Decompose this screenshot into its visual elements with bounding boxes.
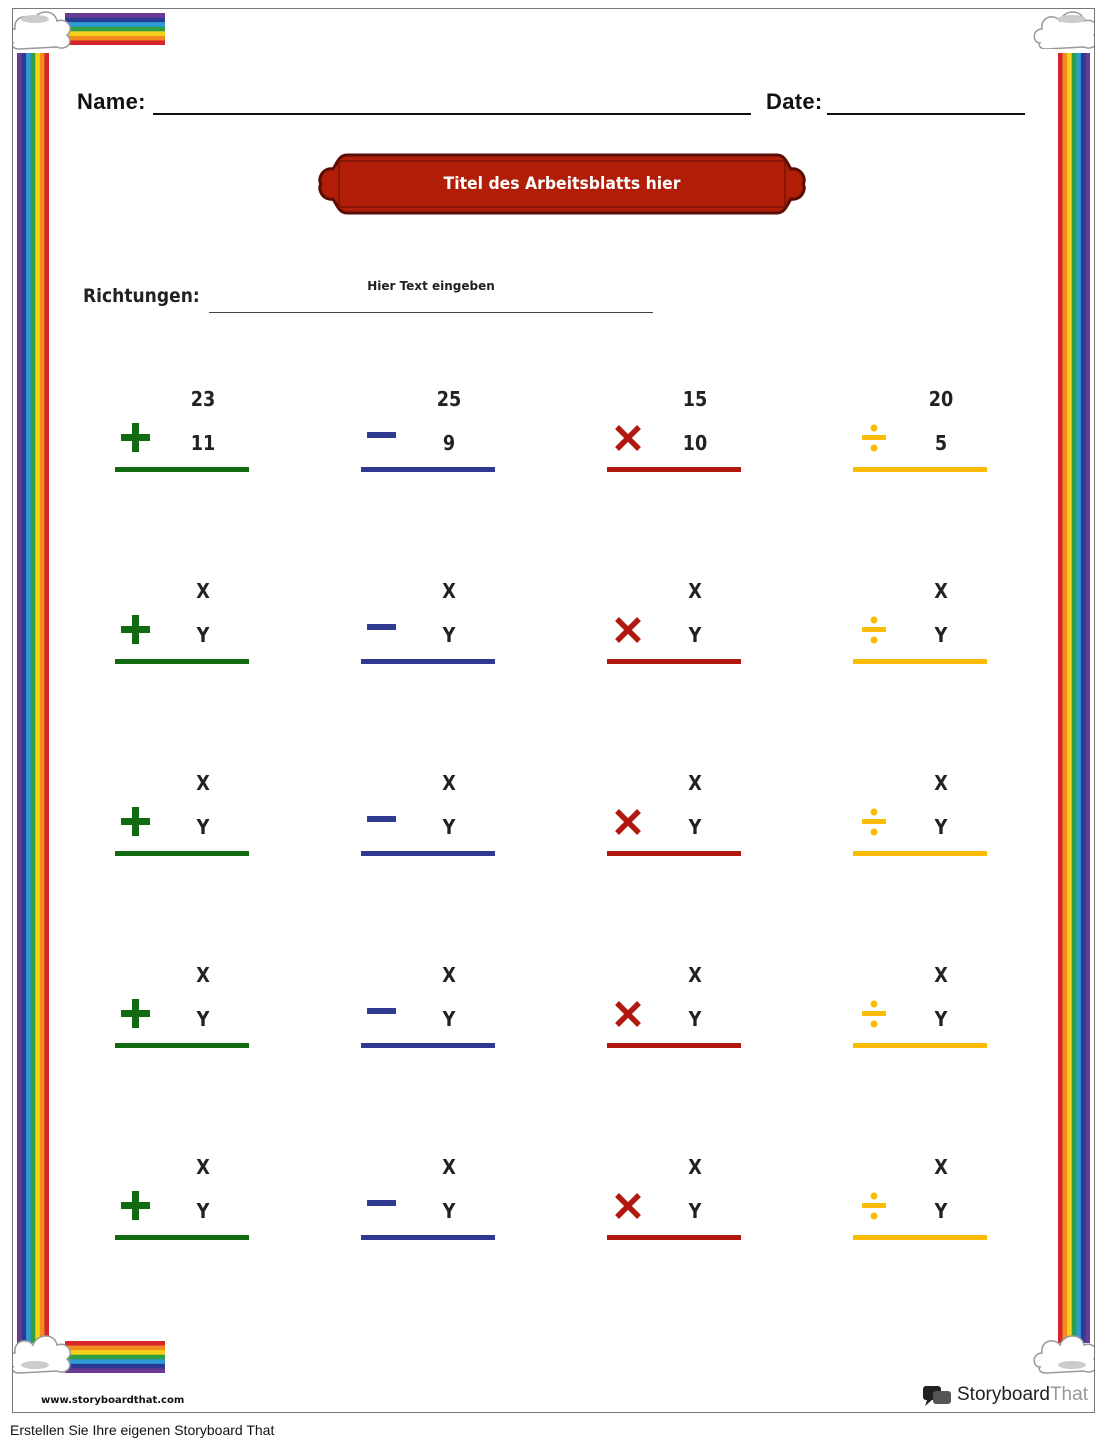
rainbow-stripe [35,53,40,1343]
rainbow-stripe [65,40,165,45]
bottom-number[interactable]: 11 [190,431,216,455]
top-number[interactable]: 15 [682,387,708,411]
divide-icon [857,805,891,839]
bottom-number[interactable]: Y [442,623,456,647]
answer-line[interactable] [853,1043,987,1048]
divide-icon [857,421,891,455]
answer-line[interactable] [607,467,741,472]
times-icon [611,421,645,455]
answer-line[interactable] [361,851,495,856]
answer-line[interactable] [361,1235,495,1240]
rainbow-stripe [40,53,45,1343]
top-number[interactable]: X [934,1155,948,1179]
math-problem [115,1155,255,1255]
times-icon [611,997,645,1031]
answer-line[interactable] [853,467,987,472]
worksheet-title[interactable]: Titel des Arbeitsblatts hier [443,174,681,194]
times-icon [611,613,645,647]
bottom-number[interactable]: Y [442,815,456,839]
rainbow-border-left [17,53,49,1343]
top-number[interactable]: X [442,1155,456,1179]
rainbow-stripe [22,53,27,1343]
bottom-number[interactable]: Y [442,1199,456,1223]
rainbow-stripe [1081,53,1086,1343]
divide-icon [857,1189,891,1223]
rainbow-stripe [1063,53,1068,1343]
math-problem [115,771,255,871]
minus-icon [365,805,399,839]
top-number[interactable]: X [196,1155,210,1179]
top-number[interactable]: X [934,579,948,603]
minus-icon [365,997,399,1031]
rainbow-stripe [65,1346,165,1351]
bottom-number[interactable]: Y [934,1199,948,1223]
answer-line[interactable] [607,1235,741,1240]
rainbow-border-bottom [65,1341,165,1373]
answer-line[interactable] [115,467,249,472]
top-number[interactable]: X [196,771,210,795]
bottom-number[interactable]: Y [196,815,210,839]
directions-label: Richtungen: [83,285,200,307]
cloud-icon [12,8,75,55]
minus-icon [365,613,399,647]
rainbow-stripe [1085,53,1090,1343]
top-number[interactable]: X [688,963,702,987]
math-problem [607,771,747,871]
answer-line[interactable] [853,659,987,664]
minus-icon [365,421,399,455]
divide-icon [857,613,891,647]
rainbow-stripe [65,31,165,36]
math-problem [607,579,747,679]
times-icon [611,805,645,839]
math-problem [361,1155,501,1255]
answer-line[interactable] [115,1235,249,1240]
plus-icon [119,421,153,455]
answer-line[interactable] [115,851,249,856]
rainbow-stripe [1067,53,1072,1343]
footer-url: www.storyboardthat.com [41,1395,185,1406]
top-number[interactable]: X [934,771,948,795]
math-problem [361,963,501,1063]
math-problem [361,771,501,871]
math-problem [361,387,501,487]
top-number[interactable]: X [442,963,456,987]
answer-line[interactable] [361,467,495,472]
directions-line [209,312,653,313]
speech-bubble-icon [921,1383,953,1407]
bottom-number[interactable]: Y [688,1199,702,1223]
top-number[interactable]: 25 [436,387,462,411]
worksheet-page [12,8,1095,1413]
rainbow-stripe [1076,53,1081,1343]
bottom-number[interactable]: Y [688,623,702,647]
plus-icon [119,997,153,1031]
math-problem [607,963,747,1063]
bottom-number[interactable]: 9 [442,431,456,455]
rainbow-border-right [1058,53,1090,1343]
name-label: Name: [77,89,146,114]
bottom-number[interactable]: Y [196,1199,210,1223]
rainbow-stripe [65,18,165,23]
math-problem [853,1155,993,1255]
math-problem [853,963,993,1063]
bottom-number[interactable]: 10 [682,431,708,455]
bottom-number[interactable]: Y [442,1007,456,1031]
plus-icon [119,1189,153,1223]
top-number[interactable]: 20 [928,387,954,411]
plus-icon [119,805,153,839]
rainbow-stripe [1058,53,1063,1343]
rainbow-stripe [65,1355,165,1360]
answer-line[interactable] [607,851,741,856]
divide-icon [857,997,891,1031]
math-problem [853,387,993,487]
answer-line[interactable] [115,1043,249,1048]
times-icon [611,1189,645,1223]
answer-line[interactable] [853,851,987,856]
rainbow-stripe [44,53,49,1343]
minus-icon [365,1189,399,1223]
content-area [53,49,1054,1336]
math-problem [607,1155,747,1255]
answer-line[interactable] [607,659,741,664]
rainbow-border-top [65,13,165,45]
rainbow-stripe [65,13,165,18]
math-problem [115,579,255,679]
rainbow-stripe [65,1368,165,1373]
name-field[interactable] [153,113,751,115]
math-problem [115,387,255,487]
rainbow-stripe [31,53,36,1343]
rainbow-stripe [65,22,165,27]
storyboardthat-logo [921,1383,1088,1407]
bottom-number[interactable]: Y [934,623,948,647]
bottom-number[interactable]: Y [934,815,948,839]
date-field[interactable] [827,113,1025,115]
answer-line[interactable] [853,1235,987,1240]
logo-text-light: That [1049,1384,1088,1405]
bottom-number[interactable]: Y [196,623,210,647]
top-number[interactable]: X [196,579,210,603]
math-problem [853,771,993,871]
rainbow-stripe [65,1341,165,1346]
rainbow-stripe [17,53,22,1343]
bottom-number[interactable]: 5 [934,431,948,455]
bottom-number[interactable]: Y [688,815,702,839]
rainbow-stripe [65,36,165,41]
top-number[interactable]: X [688,579,702,603]
directions-text[interactable]: Hier Text eingeben [367,279,495,293]
bottom-number[interactable]: Y [196,1007,210,1031]
top-number[interactable]: X [442,771,456,795]
rainbow-stripe [1072,53,1077,1343]
top-number[interactable]: X [196,963,210,987]
rainbow-stripe [65,1359,165,1364]
credit-text: Erstellen Sie Ihre eigenen Storyboard That [10,1422,275,1438]
rainbow-stripe [65,27,165,32]
rainbow-stripe [26,53,31,1343]
answer-line[interactable] [361,1043,495,1048]
answer-line[interactable] [115,659,249,664]
top-number[interactable]: X [688,771,702,795]
plus-icon [119,613,153,647]
bottom-number[interactable]: Y [934,1007,948,1031]
top-number[interactable]: X [934,963,948,987]
top-number[interactable]: 23 [190,387,216,411]
answer-line[interactable] [607,1043,741,1048]
top-number[interactable]: X [688,1155,702,1179]
math-problem [853,579,993,679]
top-number[interactable]: X [442,579,456,603]
math-problem [361,579,501,679]
date-label: Date: [766,89,823,114]
math-problem [607,387,747,487]
math-problem [115,963,255,1063]
answer-line[interactable] [361,659,495,664]
bottom-number[interactable]: Y [688,1007,702,1031]
cloud-icon [1032,8,1095,55]
rainbow-stripe [65,1364,165,1369]
logo-text-main: Storyboard [957,1384,1050,1405]
rainbow-stripe [65,1350,165,1355]
